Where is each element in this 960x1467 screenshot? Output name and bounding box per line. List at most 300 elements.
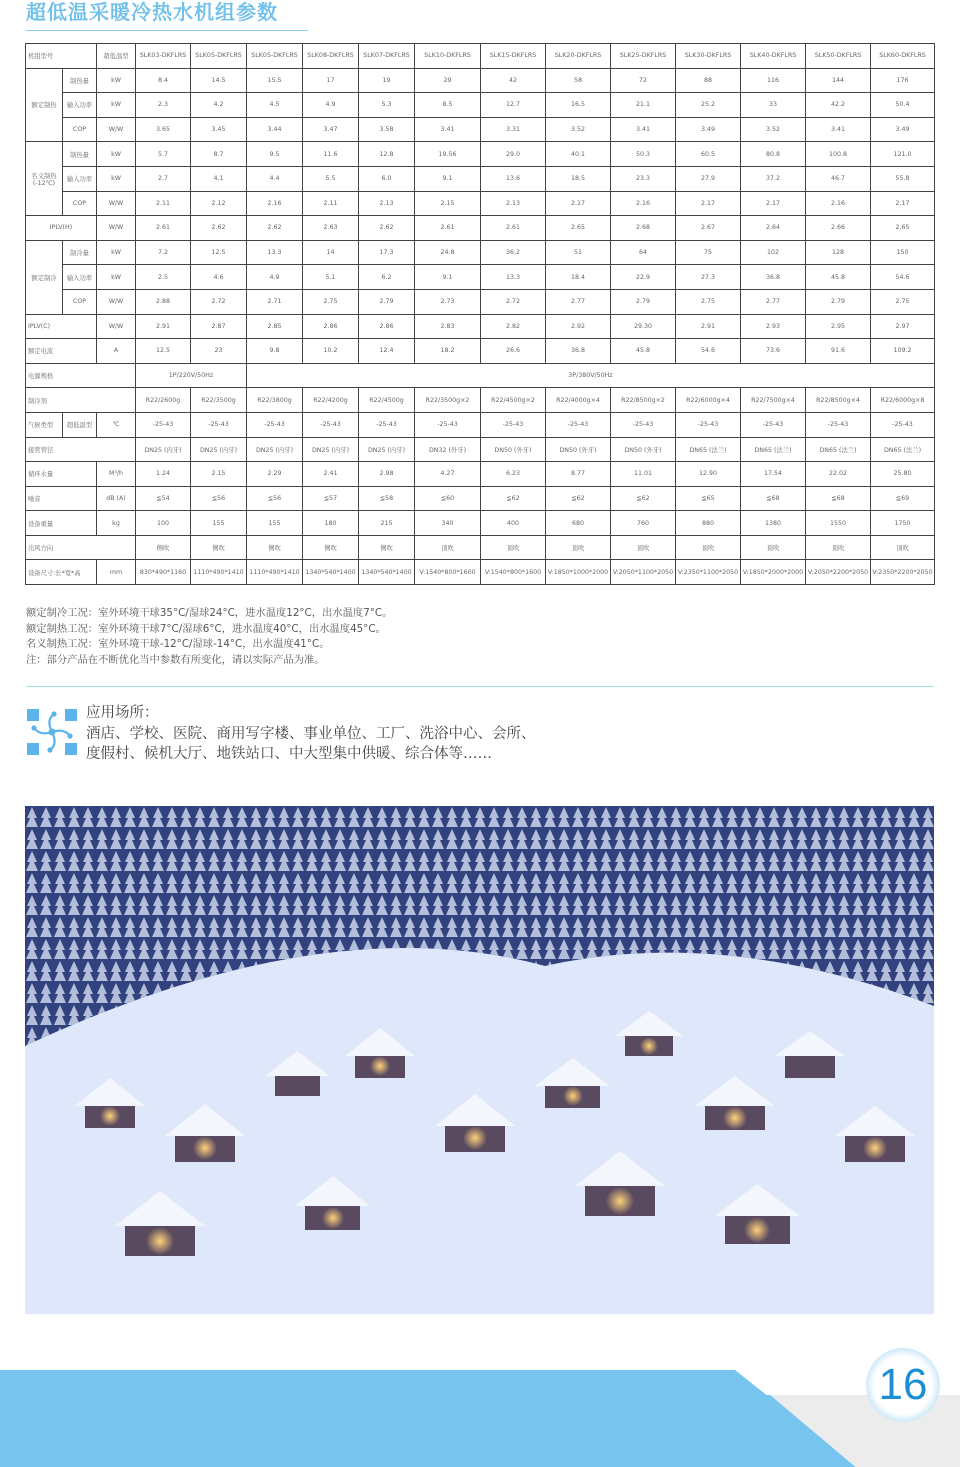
value-cell: 2.41 xyxy=(303,462,359,487)
value-cell: 155 xyxy=(191,511,247,536)
value-cell: 116 xyxy=(741,68,806,93)
value-cell: 5.7 xyxy=(136,142,191,167)
value-cell: R22/8500g×2 xyxy=(611,388,676,413)
value-cell: 2.71 xyxy=(247,289,303,314)
value-cell: 11.01 xyxy=(611,462,676,487)
value-cell: 10.2 xyxy=(303,339,359,364)
value-cell: 6.23 xyxy=(481,462,546,487)
value-cell: V:1540*800*1600 xyxy=(415,560,481,585)
value-cell: 880 xyxy=(676,511,741,536)
value-cell: 18.4 xyxy=(546,265,611,290)
value-cell: 2.91 xyxy=(676,314,741,339)
value-cell: 2.62 xyxy=(191,216,247,241)
value-cell: 2.72 xyxy=(191,289,247,314)
row-label-cell: 噪音 xyxy=(26,486,97,511)
unit-cell: W/W xyxy=(97,314,136,339)
value-cell: 2.64 xyxy=(741,216,806,241)
value-cell: 1550 xyxy=(806,511,871,536)
model-header-cell: SLK40-DKFLRS xyxy=(741,44,806,69)
value-cell: 6.2 xyxy=(359,265,415,290)
row-label-cell: COP xyxy=(63,117,97,142)
value-cell: 1750 xyxy=(871,511,935,536)
value-cell: 2.16 xyxy=(247,191,303,216)
value-cell: 顶吹 xyxy=(676,535,741,560)
value-cell: 2.11 xyxy=(303,191,359,216)
value-cell: 80.8 xyxy=(741,142,806,167)
value-cell: 29 xyxy=(415,68,481,93)
value-cell: 155 xyxy=(247,511,303,536)
value-cell: R22/4500g×2 xyxy=(481,388,546,413)
note-cooling: 额定制冷工况：室外环境干球35°C/湿球24°C，进水温度12°C，出水温度7°C。 xyxy=(26,607,393,619)
type-cell: 超低温型 xyxy=(97,44,136,69)
value-cell: 24.8 xyxy=(415,240,481,265)
value-cell: 13.3 xyxy=(481,265,546,290)
value-cell: 8.7 xyxy=(191,142,247,167)
model-header-cell: SLK05-DKFLRS xyxy=(247,44,303,69)
row-sub-cell: 超低温型 xyxy=(63,412,97,437)
value-cell: 2.11 xyxy=(136,191,191,216)
value-cell: 54.6 xyxy=(676,339,741,364)
row-label-cell: 循环水量 xyxy=(26,462,97,487)
unit-cell: kW xyxy=(97,240,136,265)
value-cell: ≦62 xyxy=(481,486,546,511)
climate-row xyxy=(26,412,935,437)
value-cell: 25.80 xyxy=(871,462,935,487)
value-cell: 8.77 xyxy=(546,462,611,487)
value-cell: 2.62 xyxy=(247,216,303,241)
value-cell: 2.75 xyxy=(871,289,935,314)
value-cell: -25-43 xyxy=(741,412,806,437)
value-cell: 2.77 xyxy=(741,289,806,314)
value-cell: 4.5 xyxy=(247,93,303,118)
value-cell: 22.02 xyxy=(806,462,871,487)
value-cell: R22/2600g xyxy=(136,388,191,413)
value-cell: V:1850*1000*2000 xyxy=(546,560,611,585)
value-cell: 27.9 xyxy=(676,166,741,191)
value-cell: 顶吹 xyxy=(806,535,871,560)
value-cell: 3.52 xyxy=(741,117,806,142)
value-cell: 2.65 xyxy=(871,216,935,241)
value-cell: 17 xyxy=(303,68,359,93)
page-number-badge xyxy=(866,1348,940,1422)
value-cell: 17.54 xyxy=(741,462,806,487)
value-cell: 3.31 xyxy=(481,117,546,142)
value-cell: -25-43 xyxy=(611,412,676,437)
value-cell: 2.79 xyxy=(611,289,676,314)
value-cell: 25.2 xyxy=(676,93,741,118)
value-cell: R22/3800g xyxy=(247,388,303,413)
value-cell: 13.3 xyxy=(247,240,303,265)
note-nominal-heating: 名义制热工况：室外环境干球-12°C/湿球-14°C，出水温度41°C。 xyxy=(26,638,330,650)
rated-cooling-row xyxy=(26,265,935,290)
value-cell: 2.15 xyxy=(191,462,247,487)
row-label-cell: IPLV(H) xyxy=(26,216,97,241)
model-header-cell: SLK05-DKFLRS xyxy=(191,44,247,69)
value-cell: 5.5 xyxy=(303,166,359,191)
value-cell: 144 xyxy=(806,68,871,93)
value-cell: R22/7500g×4 xyxy=(741,388,806,413)
value-cell: ≦68 xyxy=(806,486,871,511)
value-cell: 64 xyxy=(611,240,676,265)
value-cell: 3.41 xyxy=(806,117,871,142)
nominal_heating-row xyxy=(26,191,935,216)
row-label-cell: 气候类型 xyxy=(26,412,63,437)
value-cell: 3.65 xyxy=(136,117,191,142)
value-cell: 侧吹 xyxy=(247,535,303,560)
value-cell: 8.4 xyxy=(136,68,191,93)
value-cell: -25-43 xyxy=(415,412,481,437)
value-cell: 顶吹 xyxy=(611,535,676,560)
value-cell: 760 xyxy=(611,511,676,536)
row-label-cell: COP xyxy=(63,191,97,216)
value-cell: 180 xyxy=(303,511,359,536)
value-cell: DN65 (法兰) xyxy=(741,437,806,462)
value-cell: 2.72 xyxy=(481,289,546,314)
row-label-cell: 出风方向 xyxy=(26,535,136,560)
group-cell xyxy=(26,68,63,142)
value-cell: R22/3500g xyxy=(191,388,247,413)
value-cell: 23.3 xyxy=(611,166,676,191)
value-cell: 顶吹 xyxy=(481,535,546,560)
value-cell: DN32 (外牙) xyxy=(415,437,481,462)
water_flow-row xyxy=(26,462,935,487)
value-cell: ≦56 xyxy=(191,486,247,511)
value-cell: 150 xyxy=(871,240,935,265)
model-header-cell: SLK50-DKFLRS xyxy=(806,44,871,69)
row-label-cell: 设备尺寸:长*宽*高 xyxy=(26,560,97,585)
model-header-cell: SLK20-DKFLRS xyxy=(546,44,611,69)
value-cell: 2.73 xyxy=(415,289,481,314)
value-cell: 22.9 xyxy=(611,265,676,290)
model-header-cell: SLK30-DKFLRS xyxy=(676,44,741,69)
value-cell: 26.6 xyxy=(481,339,546,364)
value-cell: 侧吹 xyxy=(191,535,247,560)
row-label-cell: 制热量 xyxy=(63,142,97,167)
nominal_heating-row xyxy=(26,142,935,167)
section-divider xyxy=(26,686,934,687)
value-cell: 2.62 xyxy=(359,216,415,241)
unit-cell: kW xyxy=(97,93,136,118)
value-cell: R22/8500g×4 xyxy=(806,388,871,413)
value-cell: 21.1 xyxy=(611,93,676,118)
value-cell: 3.52 xyxy=(546,117,611,142)
value-cell: -25-43 xyxy=(871,412,935,437)
rated-cooling-row xyxy=(26,240,935,265)
value-cell: 1110*490*1410 xyxy=(247,560,303,585)
value-cell: 830*490*1160 xyxy=(136,560,191,585)
value-cell: 3.47 xyxy=(303,117,359,142)
value-cell: 3.58 xyxy=(359,117,415,142)
value-cell: -25-43 xyxy=(303,412,359,437)
unit-cell: A xyxy=(97,339,136,364)
value-cell: 19 xyxy=(359,68,415,93)
model-label-cell: 机组型号 xyxy=(26,44,97,69)
application-line-1: 酒店、学校、医院、商用写字楼、事业单位、工厂、洗浴中心、会所、 xyxy=(86,725,536,742)
value-cell: 16.5 xyxy=(546,93,611,118)
value-cell: 45.8 xyxy=(611,339,676,364)
value-cell: 42.2 xyxy=(806,93,871,118)
value-cell: 2.17 xyxy=(741,191,806,216)
value-cell: 3.41 xyxy=(611,117,676,142)
value-cell: 36.8 xyxy=(741,265,806,290)
row-label-cell: 设备重量 xyxy=(26,511,97,536)
iplv-c-row xyxy=(26,314,935,339)
model-header-cell: SLK08-DKFLRS xyxy=(303,44,359,69)
value-cell: 73.6 xyxy=(741,339,806,364)
value-cell: 2.98 xyxy=(359,462,415,487)
value-cell: 15.5 xyxy=(247,68,303,93)
value-cell: 2.85 xyxy=(247,314,303,339)
value-cell: 23 xyxy=(191,339,247,364)
note-heating: 额定制热工况：室外环境干球7°C/湿球6°C，进水温度40°C，出水温度45°C。 xyxy=(26,622,386,635)
power-single-cell: 1P/220V/50Hz xyxy=(136,363,247,388)
value-cell: 1110*490*1410 xyxy=(191,560,247,585)
value-cell: 2.61 xyxy=(481,216,546,241)
value-cell: 11.6 xyxy=(303,142,359,167)
value-cell: 2.79 xyxy=(806,289,871,314)
value-cell: V:2050*1100*2050 xyxy=(611,560,676,585)
value-cell: 2.92 xyxy=(546,314,611,339)
value-cell: 102 xyxy=(741,240,806,265)
value-cell: 2.63 xyxy=(303,216,359,241)
unit-cell: W/W xyxy=(97,289,136,314)
value-cell: -25-43 xyxy=(676,412,741,437)
value-cell: 60.5 xyxy=(676,142,741,167)
rated-cooling-row xyxy=(26,289,935,314)
value-cell: 2.83 xyxy=(415,314,481,339)
value-cell: 4.9 xyxy=(247,265,303,290)
unit-cell: kg xyxy=(97,511,136,536)
value-cell: 2.88 xyxy=(136,289,191,314)
value-cell: ≦54 xyxy=(136,486,191,511)
value-cell: 侧吹 xyxy=(136,535,191,560)
value-cell: 3.49 xyxy=(676,117,741,142)
value-cell: 100.8 xyxy=(806,142,871,167)
dimensions-row xyxy=(26,560,935,585)
value-cell: DN25 (内牙) xyxy=(303,437,359,462)
value-cell: 2.17 xyxy=(546,191,611,216)
value-cell: 顶吹 xyxy=(741,535,806,560)
model-header-cell: SLK15-DKFLRS xyxy=(481,44,546,69)
rated_heating-row xyxy=(26,117,935,142)
value-cell: 2.77 xyxy=(546,289,611,314)
value-cell: 72 xyxy=(611,68,676,93)
value-cell: 2.67 xyxy=(676,216,741,241)
value-cell: -25-43 xyxy=(136,412,191,437)
value-cell: 7.2 xyxy=(136,240,191,265)
value-cell: 121.0 xyxy=(871,142,935,167)
value-cell: V:2350*1100*2050 xyxy=(676,560,741,585)
power-three-cell: 3P/380V/50Hz xyxy=(247,363,935,388)
value-cell: 13.6 xyxy=(481,166,546,191)
value-cell: DN65 (法兰) xyxy=(871,437,935,462)
value-cell: -25-43 xyxy=(191,412,247,437)
value-cell: 2.7 xyxy=(136,166,191,191)
value-cell: 33 xyxy=(741,93,806,118)
value-cell: 100 xyxy=(136,511,191,536)
value-cell: DN50 (外牙) xyxy=(546,437,611,462)
value-cell: 2.86 xyxy=(303,314,359,339)
value-cell: 2.13 xyxy=(359,191,415,216)
value-cell: 12.90 xyxy=(676,462,741,487)
value-cell: 40.1 xyxy=(546,142,611,167)
value-cell: 9.5 xyxy=(247,142,303,167)
value-cell: 2.13 xyxy=(481,191,546,216)
value-cell: 37.2 xyxy=(741,166,806,191)
unit-cell: kW xyxy=(97,142,136,167)
value-cell: 128 xyxy=(806,240,871,265)
value-cell: 2.29 xyxy=(247,462,303,487)
group-label: 额定制热 xyxy=(31,102,57,110)
value-cell: 2.87 xyxy=(191,314,247,339)
value-cell: DN25 (内牙) xyxy=(136,437,191,462)
value-cell: ≦62 xyxy=(611,486,676,511)
value-cell: DN50 (外牙) xyxy=(481,437,546,462)
value-cell: 27.3 xyxy=(676,265,741,290)
value-cell: 2.91 xyxy=(136,314,191,339)
value-cell: -25-43 xyxy=(806,412,871,437)
value-cell: 4.4 xyxy=(247,166,303,191)
value-cell: 88 xyxy=(676,68,741,93)
value-cell: 29.0 xyxy=(481,142,546,167)
value-cell: 顶吹 xyxy=(415,535,481,560)
value-cell: 3.41 xyxy=(415,117,481,142)
value-cell: 5.3 xyxy=(359,93,415,118)
group-label: 名义制热 xyxy=(31,172,57,180)
model-header-cell: SLK03-DKFLRS xyxy=(136,44,191,69)
value-cell: ≦65 xyxy=(676,486,741,511)
value-cell: 4.6 xyxy=(191,265,247,290)
air-outlet-row xyxy=(26,535,935,560)
row-label-cell: IPLV(C) xyxy=(26,314,97,339)
value-cell: 51 xyxy=(546,240,611,265)
value-cell: R22/6000g×8 xyxy=(871,388,935,413)
value-cell: 215 xyxy=(359,511,415,536)
value-cell: R22/3500g×2 xyxy=(415,388,481,413)
value-cell: 1.24 xyxy=(136,462,191,487)
value-cell: 3.44 xyxy=(247,117,303,142)
value-cell: 14.5 xyxy=(191,68,247,93)
rated_heating-row xyxy=(26,68,935,93)
value-cell: 18.5 xyxy=(546,166,611,191)
row-label-cell: 电源规格 xyxy=(26,363,136,388)
value-cell: 12.5 xyxy=(136,339,191,364)
value-cell: 12.8 xyxy=(359,142,415,167)
noise-row xyxy=(26,486,935,511)
value-cell: 54.6 xyxy=(871,265,935,290)
value-cell: R22/6000g×4 xyxy=(676,388,741,413)
row-label-cell: 制热量 xyxy=(63,68,97,93)
title-underline xyxy=(26,30,308,31)
value-cell: 2.61 xyxy=(136,216,191,241)
value-cell: DN65 (法兰) xyxy=(676,437,741,462)
row-label-cell: 输入功率 xyxy=(63,166,97,191)
model-header-cell: SLK25-DKFLRS xyxy=(611,44,676,69)
value-cell: ≦69 xyxy=(871,486,935,511)
unit-cell: W/W xyxy=(97,117,136,142)
value-cell: 50.3 xyxy=(611,142,676,167)
value-cell: 45.8 xyxy=(806,265,871,290)
value-cell: 14 xyxy=(303,240,359,265)
value-cell: V:2350*2200*2050 xyxy=(871,560,935,585)
value-cell: 400 xyxy=(481,511,546,536)
row-label-cell: 额定电流 xyxy=(26,339,97,364)
row-label-cell: 制冷剂 xyxy=(26,388,136,413)
value-cell: 55.8 xyxy=(871,166,935,191)
value-cell: 2.16 xyxy=(611,191,676,216)
unit-cell: kW xyxy=(97,68,136,93)
pipe-row xyxy=(26,437,935,462)
rated_heating-row xyxy=(26,93,935,118)
refrigerant-row xyxy=(26,388,935,413)
value-cell: 2.75 xyxy=(676,289,741,314)
value-cell: 340 xyxy=(415,511,481,536)
application-heading: 应用场所： xyxy=(86,705,159,721)
value-cell: ≦60 xyxy=(415,486,481,511)
value-cell: DN50 (外牙) xyxy=(611,437,676,462)
iplv-h-row xyxy=(26,216,935,241)
value-cell: 2.61 xyxy=(415,216,481,241)
page-number: 16 xyxy=(878,1360,928,1409)
value-cell: V:1540*800*1600 xyxy=(481,560,546,585)
value-cell: 2.65 xyxy=(546,216,611,241)
value-cell: 2.12 xyxy=(191,191,247,216)
value-cell: ≦68 xyxy=(741,486,806,511)
value-cell: 1340*540*1400 xyxy=(359,560,415,585)
value-cell: ≦57 xyxy=(303,486,359,511)
unit-cell: W/W xyxy=(97,216,136,241)
value-cell: 3.49 xyxy=(871,117,935,142)
value-cell: 18.2 xyxy=(415,339,481,364)
unit-cell: ℃ xyxy=(97,412,136,437)
unit-cell: mm xyxy=(97,560,136,585)
row-label-cell: 接管管径 xyxy=(26,437,136,462)
row-label-cell: COP xyxy=(63,289,97,314)
value-cell: 2.93 xyxy=(741,314,806,339)
model-header-cell: SLK10-DKFLRS xyxy=(415,44,481,69)
note-disclaimer: 注：部分产品在不断优化当中参数有所变化，请以实际产品为准。 xyxy=(26,653,325,666)
value-cell: 50.4 xyxy=(871,93,935,118)
weight-row xyxy=(26,511,935,536)
value-cell: ≦62 xyxy=(546,486,611,511)
network-nodes-icon xyxy=(26,706,78,758)
snow-village-photo xyxy=(25,806,934,1314)
value-cell: 2.95 xyxy=(806,314,871,339)
value-cell: 176 xyxy=(871,68,935,93)
group-sub-label: (-12℃) xyxy=(32,179,56,187)
value-cell: 36.8 xyxy=(546,339,611,364)
value-cell: 12.4 xyxy=(359,339,415,364)
value-cell: R22/4000g×4 xyxy=(546,388,611,413)
value-cell: 3.45 xyxy=(191,117,247,142)
value-cell: -25-43 xyxy=(481,412,546,437)
model-header-cell: SLK07-DKFLRS xyxy=(359,44,415,69)
value-cell: 19.56 xyxy=(415,142,481,167)
value-cell: 42 xyxy=(481,68,546,93)
value-cell: 12.5 xyxy=(191,240,247,265)
value-cell: 12.7 xyxy=(481,93,546,118)
value-cell: 顶吹 xyxy=(871,535,935,560)
value-cell: 2.79 xyxy=(359,289,415,314)
nominal_heating-row xyxy=(26,166,935,191)
value-cell: R22/4200g xyxy=(303,388,359,413)
value-cell: 91.6 xyxy=(806,339,871,364)
value-cell: 17.3 xyxy=(359,240,415,265)
group-cell xyxy=(26,142,63,216)
spec-table xyxy=(25,43,935,585)
value-cell: 9.1 xyxy=(415,265,481,290)
value-cell: V:2050*2200*2050 xyxy=(806,560,871,585)
